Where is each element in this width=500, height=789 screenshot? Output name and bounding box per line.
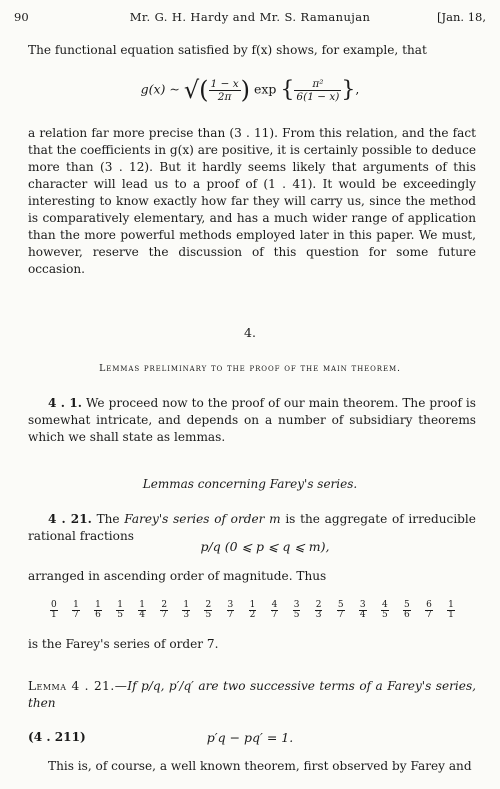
paragraph-1: a relation far more precise than (3 . 11). From this relation, and the fact that the coefficients in g(x) are positive, it is certainly possible to deduce more than (3 . 12). But it hardly seems likely that arguments of this character will lead us to a proof of (1 . 41). It would be exceedingly interesting to know exactly how far they will carry us, since the method is comparatively elementary, and has a much wider range of application than the more powerful methods employed later in this paper. We must, however, reserve the discussion of this question for some future occasion. (28, 126, 476, 276)
farey-numerator: 1 (139, 600, 145, 610)
farey-denominator: 3 (183, 610, 190, 620)
sqrt-sign: √ (183, 76, 200, 104)
farey-numerator: 3 (359, 600, 366, 610)
para-4-21-text-b: is the aggregate of irreducible rational fractions (28, 512, 476, 543)
farey-numerator: 0 (51, 600, 57, 610)
farey-fraction (160, 601, 168, 620)
exp-label: exp (253, 81, 277, 97)
farey-numerator: 4 (271, 600, 278, 610)
fraction-condition (0, 539, 500, 554)
para-4-21-text-c: arranged in ascending order of magnitude. Thus (28, 569, 327, 583)
equation-body: p′q − pq′ = 1. (206, 730, 294, 745)
farey-fraction (359, 601, 367, 620)
farey-fraction (337, 601, 345, 620)
farey-denominator: 1 (448, 610, 454, 620)
farey-denominator: 3 (315, 610, 322, 620)
farey-numerator: 1 (117, 600, 123, 610)
farey-numerator: 2 (205, 600, 212, 610)
sqrt-denominator: 2π (217, 90, 232, 103)
farey-numerator: 2 (315, 600, 322, 610)
farey-fraction (50, 601, 58, 620)
lemma-4-21 (28, 678, 476, 712)
farey-denominator: 2 (249, 610, 256, 620)
exp-numerator: π² (294, 78, 341, 91)
farey-denominator: 7 (73, 610, 79, 620)
farey-fraction (227, 601, 235, 620)
sqrt-numerator: 1 − x (210, 77, 239, 90)
farey-denominator: 6 (95, 610, 101, 620)
section-number: 4. (244, 325, 256, 340)
farey-denominator: 4 (359, 610, 366, 620)
farey-denominator: 6 (404, 610, 410, 620)
final-line: This is, of course, a well known theorem, first observed by Farey and (48, 759, 472, 773)
farey-denominator: 5 (293, 610, 300, 620)
equation-label: (4 . 211) (28, 730, 86, 744)
farey-fraction (403, 601, 411, 620)
farey-numerator: 1 (183, 600, 190, 610)
running-authors: Mr. G. H. Hardy and Mr. S. Ramanujan (129, 10, 371, 24)
lemma-text: If p/q, p′/q′ are two successive terms of a Farey's series, then (28, 679, 476, 710)
paragraph-4-1 (28, 395, 476, 446)
farey-numerator: 1 (249, 600, 256, 610)
para-4-21-label: 4 . 21. (48, 512, 92, 526)
farey-denominator: 7 (426, 610, 432, 620)
page-number: 90 (14, 10, 29, 24)
para-4-21-text-a: The (96, 512, 120, 526)
farey-fraction (381, 601, 389, 620)
farey-fraction (315, 601, 323, 620)
exp-denominator: 6(1 − x) (296, 90, 340, 103)
farey-fraction (425, 601, 433, 620)
farey-denominator: 7 (161, 610, 168, 620)
farey-denominator: 5 (117, 610, 123, 620)
farey-numerator: 3 (293, 600, 300, 610)
eq-lhs: g(x) ∼ (140, 81, 180, 97)
farey-fraction (94, 601, 102, 620)
para-4-1-text: We proceed now to the proof of our main theorem. The proof is somewhat intricate, and depends on a number of subsidiary theorems which we shall state as lemmas. (28, 396, 476, 444)
farey-numerator: 1 (95, 600, 101, 610)
farey-fraction (116, 601, 124, 620)
running-header (14, 10, 486, 26)
farey-denominator: 5 (205, 610, 212, 620)
farey-fraction (249, 601, 257, 620)
farey-denominator: 7 (227, 610, 234, 620)
exp-fraction (294, 78, 341, 103)
farey-denominator: 4 (139, 610, 145, 620)
farey-numerator: 2 (161, 600, 168, 610)
eq-trail: , (355, 81, 360, 97)
farey-numerator: 1 (73, 600, 79, 610)
farey-fraction (447, 601, 455, 620)
farey-numerator: 6 (426, 600, 432, 610)
farey-definition-term: Farey's series of order m (124, 512, 281, 526)
farey-fraction (72, 601, 80, 620)
farey-denominator: 7 (337, 610, 344, 620)
farey-fraction (182, 601, 190, 620)
farey-numerator: 1 (448, 600, 454, 610)
condition-text: p/q (0 ⩽ p ⩽ q ⩽ m), (200, 539, 330, 554)
farey-denominator: 5 (381, 610, 388, 620)
farey-denominator: 7 (271, 610, 278, 620)
farey-fraction (271, 601, 279, 620)
farey-fraction (138, 601, 146, 620)
sqrt-fraction (209, 78, 241, 103)
farey-numerator: 5 (337, 600, 344, 610)
section-title: Lemmas preliminary to the proof of the main theorem. (99, 363, 401, 374)
subheading: Lemmas concerning Farey's series. (142, 477, 358, 491)
farey-numerator: 3 (227, 600, 234, 610)
farey-numerator: 5 (404, 600, 410, 610)
para-4-1-label: 4 . 1. (48, 396, 82, 410)
farey-denominator: 1 (51, 610, 57, 620)
farey-caption: is the Farey's series of order 7. (28, 637, 219, 651)
farey-numerator: 4 (381, 600, 388, 610)
farey-fraction (204, 601, 212, 620)
display-equation: g(x) ∼ √( $\frac{1 - x}{2\pi}$ ) exp { $\frac{\text{π²}}{6(1 - x)}$ }, (140, 76, 360, 104)
farey-fraction (293, 601, 301, 620)
lemma-label: Lemma 4 . 21.— (28, 679, 128, 693)
running-date: [Jan. 18, (437, 10, 486, 24)
farey-series-row (50, 601, 455, 620)
intro-text: The functional equation satisfied by f(x) shows, for example, that (28, 43, 427, 57)
